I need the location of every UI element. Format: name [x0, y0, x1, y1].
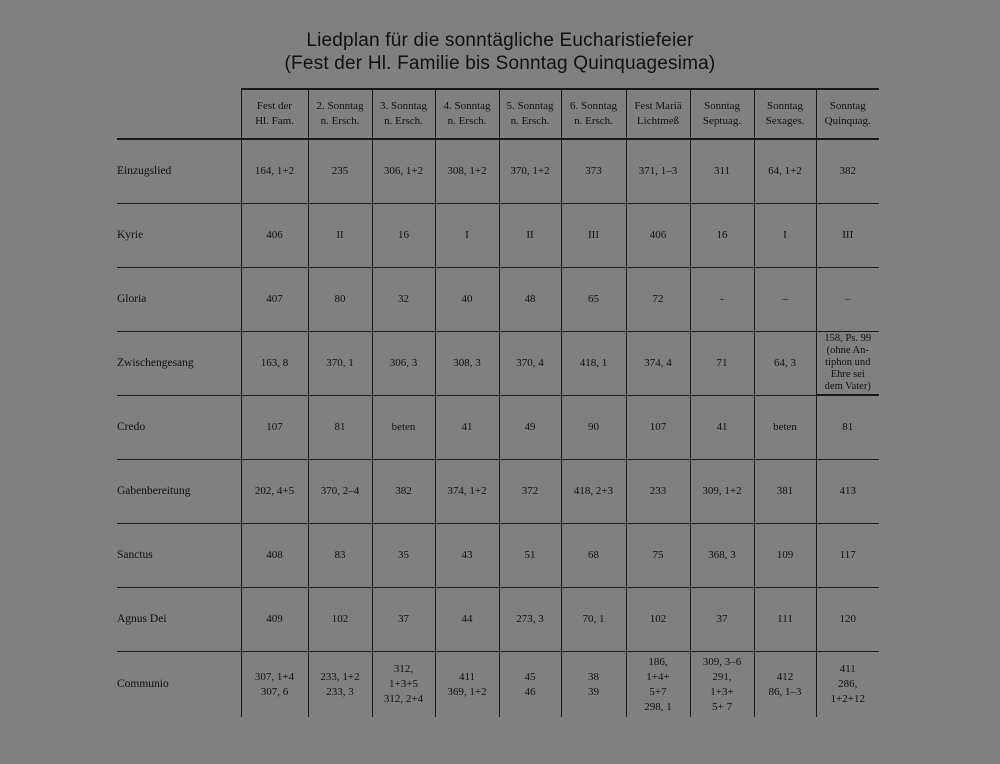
table-cell: 107	[241, 396, 308, 460]
table-row	[117, 139, 879, 204]
table-cell: 411 369, 1+2	[435, 652, 499, 718]
table-cell: 41	[435, 396, 499, 460]
table-cell: 111	[754, 588, 816, 652]
table-cell: 163, 8	[241, 332, 308, 396]
table-cell: 368, 3	[690, 524, 754, 588]
column-header: 3. Sonntag n. Ersch.	[372, 89, 435, 139]
table-cell: 373	[561, 139, 626, 204]
table-cell: 37	[690, 588, 754, 652]
table-cell: 109	[754, 524, 816, 588]
table-cell: 32	[372, 268, 435, 332]
table-cell: 309, 3–6 291, 1+3+ 5+ 7	[690, 652, 754, 718]
table-cell: I	[435, 204, 499, 268]
table-cell: 418, 2+3	[561, 460, 626, 524]
table-cell: 382	[372, 460, 435, 524]
row-label: Agnus Dei	[117, 588, 241, 652]
table-cell: 45 46	[499, 652, 561, 718]
table-cell: 43	[435, 524, 499, 588]
header-row	[117, 89, 879, 139]
table-cell: 71	[690, 332, 754, 396]
table-row	[117, 524, 879, 588]
table-cell: 309, 1+2	[690, 460, 754, 524]
table-cell: 40	[435, 268, 499, 332]
table-cell: 412 86, 1–3	[754, 652, 816, 718]
table-cell: 120	[816, 588, 879, 652]
table-cell: 372	[499, 460, 561, 524]
table-cell: 81	[308, 396, 372, 460]
table-cell: 381	[754, 460, 816, 524]
table-cell: 371, 1–3	[626, 139, 690, 204]
table-cell: 407	[241, 268, 308, 332]
table-cell: 311	[690, 139, 754, 204]
table-cell: I	[754, 204, 816, 268]
table-cell: II	[499, 204, 561, 268]
table-cell: 41	[690, 396, 754, 460]
table-cell: III	[561, 204, 626, 268]
table-cell: 408	[241, 524, 308, 588]
table-cell: 81	[816, 396, 879, 460]
table-cell: 306, 3	[372, 332, 435, 396]
table-cell: -	[690, 268, 754, 332]
table-cell: 202, 4+5	[241, 460, 308, 524]
column-header: Fest der Hl. Fam.	[241, 89, 308, 139]
table-cell: 102	[308, 588, 372, 652]
table-cell: 75	[626, 524, 690, 588]
table-cell: 406	[241, 204, 308, 268]
column-header: 4. Sonntag n. Ersch.	[435, 89, 499, 139]
table-cell: 48	[499, 268, 561, 332]
table-cell: 16	[372, 204, 435, 268]
row-label: Communio	[117, 678, 169, 690]
row-label: Credo	[117, 396, 241, 460]
table-row	[117, 460, 879, 524]
table-cell: 308, 3	[435, 332, 499, 396]
table-cell: 164, 1+2	[241, 139, 308, 204]
table-cell: 64, 3	[754, 332, 816, 396]
table-cell: 44	[435, 588, 499, 652]
page-title: Liedplan für die sonntägliche Eucharistiefeier	[306, 30, 694, 51]
table-cell: 235	[308, 139, 372, 204]
column-header: 6. Sonntag n. Ersch.	[561, 89, 626, 139]
table-cell: –	[816, 268, 879, 332]
table-cell: 38 39	[561, 652, 626, 718]
row-label: Zwischengesang	[117, 332, 241, 396]
table-cell: 64, 1+2	[754, 139, 816, 204]
boxed-note: 158, Ps. 99 (ohne An- tiphon und Ehre sei dem Vater)	[817, 333, 880, 395]
table-cell: 65	[561, 268, 626, 332]
table-cell: 418, 1	[561, 332, 626, 396]
row-label: Gloria	[117, 268, 241, 332]
table-cell: 307, 1+4 307, 6	[241, 652, 308, 718]
column-header: 5. Sonntag n. Ersch.	[499, 89, 561, 139]
table-row	[117, 652, 879, 718]
table-cell: 37	[372, 588, 435, 652]
table-row	[117, 268, 879, 332]
row-label: Sanctus	[117, 524, 241, 588]
table-cell: 107	[626, 396, 690, 460]
table-cell: II	[308, 204, 372, 268]
table-cell: III	[816, 204, 879, 268]
table-row	[117, 588, 879, 652]
table-cell: 370, 1+2	[499, 139, 561, 204]
table-cell: –	[754, 268, 816, 332]
column-header: 2. Sonntag n. Ersch.	[308, 89, 372, 139]
column-header: Sonntag Quinquag.	[816, 89, 879, 139]
table-cell: 186, 1+4+ 5+7 298, 1	[626, 652, 690, 718]
corner-cell	[117, 89, 241, 139]
hymn-plan-table	[117, 88, 879, 717]
table-cell: 51	[499, 524, 561, 588]
table-cell	[816, 332, 879, 396]
column-header: Sonntag Sexages.	[754, 89, 816, 139]
table-cell: 411 286, 1+2+12	[816, 652, 879, 718]
row-label: Kyrie	[117, 204, 241, 268]
table-cell: 374, 4	[626, 332, 690, 396]
table-cell: 312, 1+3+5 312, 2+4	[372, 652, 435, 718]
row-label: Einzugslied	[117, 139, 241, 204]
table-cell: 16	[690, 204, 754, 268]
row-label: Gabenbereitung	[117, 460, 241, 524]
table-cell: 273, 3	[499, 588, 561, 652]
table-cell: 70, 1	[561, 588, 626, 652]
table-cell: 117	[816, 524, 879, 588]
column-header: Sonntag Septuag.	[690, 89, 754, 139]
table-cell: 49	[499, 396, 561, 460]
table-cell: 306, 1+2	[372, 139, 435, 204]
table-cell: beten	[754, 396, 816, 460]
table-cell: 370, 2–4	[308, 460, 372, 524]
page-subtitle: (Fest der Hl. Familie bis Sonntag Quinquagesima)	[284, 53, 716, 74]
table-row	[117, 396, 879, 460]
table-cell: 406	[626, 204, 690, 268]
table-row	[117, 332, 879, 396]
table-row	[117, 204, 879, 268]
table-cell: 72	[626, 268, 690, 332]
table-cell: 370, 1	[308, 332, 372, 396]
table-cell: 308, 1+2	[435, 139, 499, 204]
table-cell: 233	[626, 460, 690, 524]
table-cell: 68	[561, 524, 626, 588]
table-cell: 374, 1+2	[435, 460, 499, 524]
table-cell: 80	[308, 268, 372, 332]
table-cell: 409	[241, 588, 308, 652]
table-cell: 382	[816, 139, 879, 204]
table-cell: 35	[372, 524, 435, 588]
column-header: Fest Mariä Lichtmeß	[626, 89, 690, 139]
table-cell: 413	[816, 460, 879, 524]
table-cell: 102	[626, 588, 690, 652]
table-cell: 233, 1+2 233, 3	[308, 652, 372, 718]
table-cell: beten	[372, 396, 435, 460]
table-cell: 370, 4	[499, 332, 561, 396]
table-cell: 83	[308, 524, 372, 588]
table-cell: 90	[561, 396, 626, 460]
